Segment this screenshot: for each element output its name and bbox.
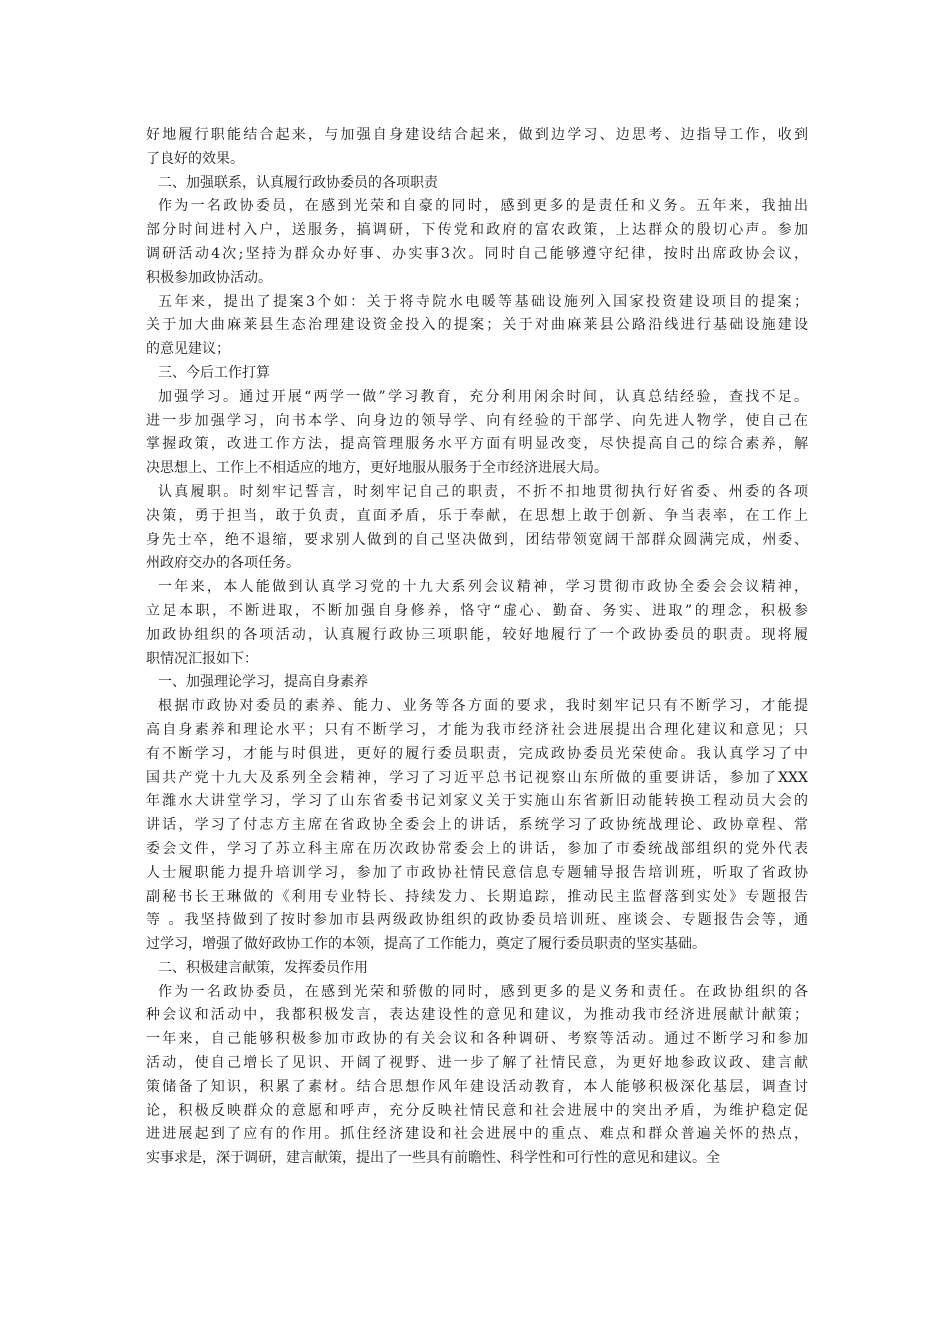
text-line: 活动，使自己增长了见识、开阔了视野、进一步了解了社情民意，为更好地参政议政、建言献: [146, 1055, 808, 1072]
text-line: 认真履职。时刻牢记誓言，时刻牢记自己的职责，不折不扣地贯彻执行好省委、州委的各项: [158, 483, 808, 500]
paragraph: [146, 576, 808, 671]
text-line: 的意见建议；: [146, 341, 230, 358]
text-line: 作为一名政协委员，在感到光荣和骄傲的同时，感到更多的是义务和责任。在政协组织的各: [158, 983, 808, 1000]
text-line: 了良好的效果。: [146, 150, 244, 167]
section-heading: [146, 671, 808, 695]
section-heading: [146, 957, 808, 981]
heading-text: 三、今后工作打算: [158, 364, 270, 381]
text-line: 决策，勇于担当，敢于负责，直面矛盾，乐于奉献，在思想上敢于创新、争当表率，在工作上: [146, 507, 808, 524]
text-line: 州政府交办的各项任务。: [146, 555, 300, 572]
text-line: 立足本职，不断进取，不断加强自身修养，恪守“虚心、勤奋、务实、进取”的理念，积极参: [146, 602, 808, 619]
paragraph: [146, 124, 808, 172]
text-line: 身先士卒，绝不退缩，要求别人做到的自己坚决做到，团结带领宽阔干部群众圆满完成，州委、: [146, 531, 808, 548]
text-line: 进进展起到了应有的作用。抓住经济建设和社会进展中的重点、难点和群众普遍关怀的热点，: [146, 1126, 808, 1143]
text-line: 高自身素养和理论水平；只有不断学习，才能为我市经济社会进展提出合理化建议和意见；只: [146, 721, 808, 738]
heading-text: 一、加强理论学习，提高自身素养: [158, 674, 368, 691]
text-line: 调研活动4次;坚持为群众办好事、办实事3次。同时自己能够遵守纪律，按时出席政协会议，: [146, 245, 808, 262]
heading-text: 二、积极建言献策，发挥委员作用: [158, 959, 368, 976]
section-heading: [146, 362, 808, 386]
text-line: 加政协组织的各项活动，认真履行政协三项职能，较好地履行了一个政协委员的职责。现将履: [146, 626, 808, 643]
text-line: 国共产党十九大及系列全会精神，学习了习近平总书记视察山东所做的重要讲话，参加了XXX: [146, 769, 808, 786]
text-line: 根据市政协对委员的素养、能力、业务等各方面的要求，我时刻牢记只有不断学习，才能提: [158, 698, 808, 715]
text-line: 年潍水大讲堂学习，学习了山东省委书记刘家义关于实施山东省新旧动能转换工程动员大会的: [146, 793, 808, 810]
paragraph: [146, 386, 808, 481]
paragraph: [146, 695, 808, 957]
text-line: 一年来，自己能够积极参加市政协的有关会议和各种调研、考察等活动。通过不断学习和参加: [146, 1031, 808, 1048]
section-heading: [146, 172, 808, 196]
text-line: 讲话，学习了付志方主席在省政协全委会上的讲话，系统学习了政协统战理论、政协章程、常: [146, 817, 808, 834]
text-line: 决思想上、工作上不相适应的地方，更好地服从服务于全市经济进展大局。: [146, 460, 608, 477]
text-line: 作为一名政协委员，在感到光荣和自豪的同时，感到更多的是责任和义务。五年来，我抽出: [158, 198, 808, 215]
text-line: 副秘书长王琳做的《利用专业特长、持续发力、长期追踪，推动民主监督落到实处》专题报告: [146, 888, 808, 905]
text-line: 职情况汇报如下：: [146, 650, 258, 667]
text-line: 一年来，本人能做到认真学习党的十九大系列会议精神，学习贯彻市政协全委会会议精神，: [158, 579, 808, 596]
document-body: [146, 124, 808, 1171]
text-line: 实事求是，深于调研，建言献策，提出了一些具有前瞻性、科学性和可行性的意见和建议。全: [146, 1150, 720, 1167]
paragraph: [146, 195, 808, 290]
text-line: 种会议和活动中，我都积极发言，表达建设性的意见和建议，为推动我市经济进展献计献策；: [146, 1007, 808, 1024]
text-line: 积极参加政协活动。: [146, 269, 272, 286]
text-line: 部分时间进村入户，送服务，搞调研，下传党和政府的富农政策，上达群众的殷切心声。参加: [146, 222, 808, 239]
text-line: 关于加大曲麻莱县生态治理建设资金投入的提案；关于对曲麻莱县公路沿线进行基础设施建设: [146, 317, 808, 334]
text-line: 进一步加强学习，向书本学、向身边的领导学、向有经验的干部学、向先进人物学，使自己在: [146, 412, 808, 429]
paragraph: [146, 291, 808, 362]
text-line: 有不断学习，才能与时俱进，更好的履行委员职责，完成政协委员光荣使命。我认真学习了中: [146, 745, 808, 762]
text-line: 委会文件，学习了苏立科主席在历次政协常委会上的讲话，参加了市委统战部组织的党外代表: [146, 840, 808, 857]
text-line: 策储备了知识，积累了素材。结合思想作风年建设活动教育，本人能够积极深化基层，调查讨: [146, 1078, 808, 1095]
paragraph: [146, 481, 808, 576]
text-line: 论，积极反映群众的意愿和呼声，充分反映社情民意和社会进展中的突出矛盾，为维护稳定促: [146, 1102, 808, 1119]
text-line: 好地履行职能结合起来，与加强自身建设结合起来，做到边学习、边思考、边指导工作，收到: [146, 127, 808, 143]
text-line: 过学习，增强了做好政协工作的本领，提高了工作能力，奠定了履行委员职责的坚实基础。: [146, 936, 706, 953]
text-line: 加强学习。通过开展“两学一做”学习教育，充分利用闲余时间，认真总结经验，查找不足。: [158, 388, 808, 405]
text-line: 五年来，提出了提案3个如：关于将寺院水电暖等基础设施列入国家投资建设项目的提案；: [158, 293, 808, 310]
text-line: 等 。我坚持做到了按时参加市县两级政协组织的政协委员培训班、座谈会、专题报告会等，通: [146, 912, 808, 929]
paragraph: [146, 981, 808, 1171]
text-line: 掌握政策，改进工作方法，提高管理服务水平方面有明显改变，尽快提高自己的综合素养，解: [146, 436, 808, 453]
heading-text: 二、加强联系，认真履行政协委员的各项职责: [158, 174, 438, 191]
text-line: 人士履职能力提升培训学习，参加了市政协社情民意信息专题辅导报告培训班，听取了省政协: [146, 864, 808, 881]
